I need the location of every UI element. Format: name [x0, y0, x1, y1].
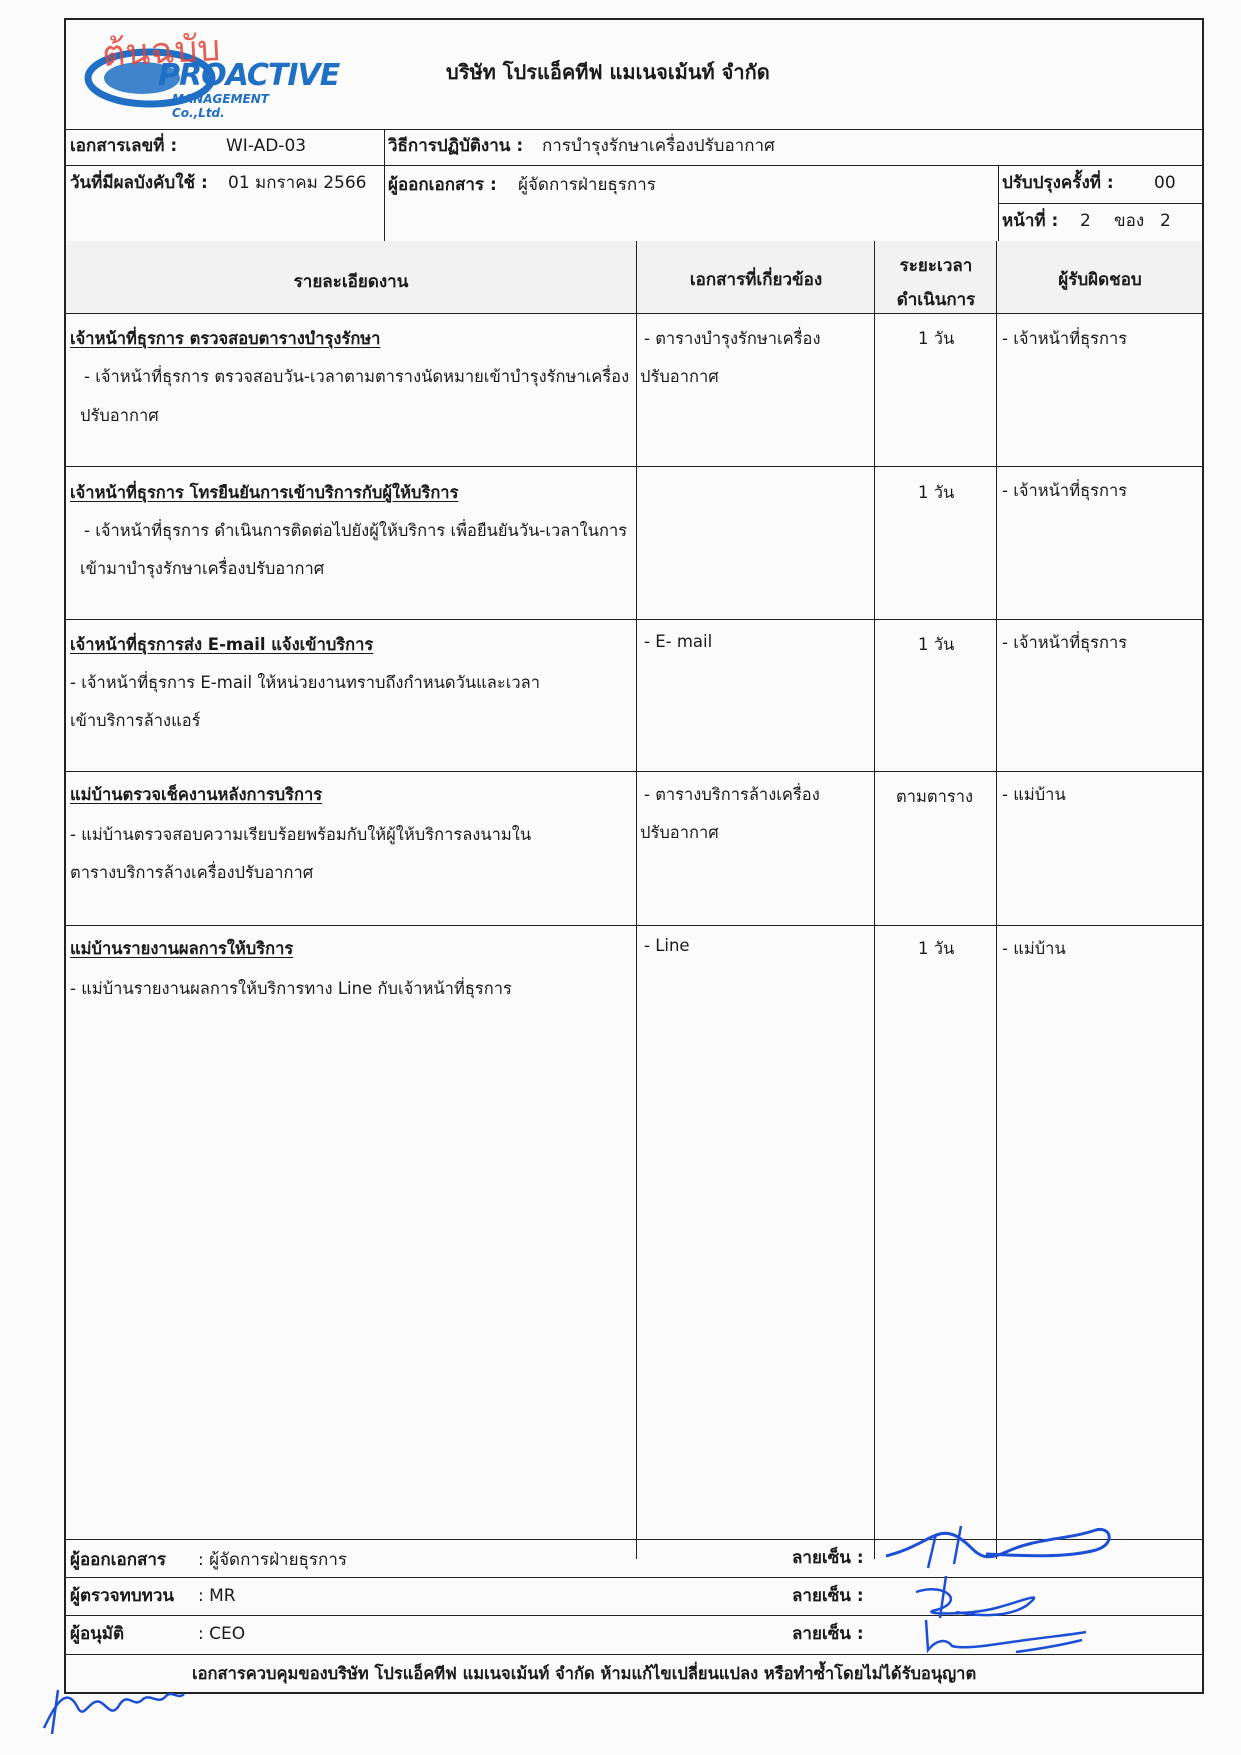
page-number: 2 [1080, 211, 1091, 231]
row-duration: 1 วัน [918, 635, 955, 654]
row-detail-line: - แม่บ้านตรวจสอบความเรียบร้อยพร้อมกับให้ผู้ให้บริการลงนามใน [70, 825, 532, 844]
row-duration: 1 วัน [918, 939, 955, 958]
document-frame [64, 18, 1204, 1694]
header-duration-1: ระยะเวลา [899, 256, 973, 276]
issuer-value: ผู้จัดการฝ่ายธุรการ [518, 175, 656, 195]
signature-label: ลายเซ็น : [792, 1624, 864, 1644]
row-detail-line: เข้ามาบำรุงรักษาเครื่องปรับอากาศ [80, 559, 325, 578]
row-responsible: - เจ้าหน้าที่ธุรการ [1002, 633, 1128, 652]
signature-label: ลายเซ็น : [792, 1548, 864, 1568]
company-name: บริษัท โปรแอ็คทีฟ แมเนจเม้นท์ จำกัด [446, 60, 770, 84]
signature-role: ผู้อนุมัติ [70, 1624, 125, 1644]
header-documents: เอกสารที่เกี่ยวข้อง [689, 270, 823, 290]
revision-value: 00 [1154, 173, 1176, 193]
row-responsible: - เจ้าหน้าที่ธุรการ [1002, 329, 1128, 348]
page-label: หน้าที่ : [1002, 211, 1059, 231]
row-detail-line: ปรับอากาศ [80, 406, 159, 425]
signature-name: : CEO [198, 1624, 246, 1644]
procedure-value: การบำรุงรักษาเครื่องปรับอากาศ [542, 136, 775, 156]
initials-ink [38, 1678, 198, 1738]
signature-approver-ink [906, 1610, 1096, 1660]
signature-name: : ผู้จัดการฝ่ายธุรการ [198, 1550, 348, 1570]
row-detail-line: - แม่บ้านรายงานผลการให้บริการทาง Line กับเจ้าหน้าที่ธุรการ [70, 979, 512, 998]
row-detail-line: - เจ้าหน้าที่ธุรการ ตรวจสอบวัน-เวลาตามตารางนัดหมายเข้าบำรุงรักษาเครื่อง [84, 367, 630, 386]
row-title: แม่บ้านตรวจเช็คงานหลังการบริการ [70, 785, 323, 804]
company-logo [80, 27, 340, 120]
effective-label: วันที่มีผลบังคับใช้ : [70, 173, 208, 193]
issuer-label: ผู้ออกเอกสาร : [388, 175, 497, 195]
signature-issuer-ink [866, 1516, 1126, 1576]
row-responsible: - แม่บ้าน [1002, 939, 1066, 958]
signature-label: ลายเซ็น : [792, 1586, 864, 1606]
row-detail-line: - เจ้าหน้าที่ธุรการ ดำเนินการติดต่อไปยังผู้ให้บริการ เพื่อยืนยันวัน-เวลาในการ [84, 521, 628, 540]
doc-no-value: WI-AD-03 [226, 136, 307, 156]
revision-label: ปรับปรุงครั้งที่ : [1002, 173, 1114, 193]
row-duration: 1 วัน [918, 329, 955, 348]
row-document: - ตารางบำรุงรักษาเครื่อง [644, 329, 821, 348]
logo-subtext: MANAGEMENT Co.,Ltd. [172, 92, 269, 120]
header-detail: รายละเอียดงาน [293, 272, 409, 292]
header-responsible: ผู้รับผิดชอบ [1058, 270, 1142, 290]
row-detail-line: - เจ้าหน้าที่ธุรการ E-mail ให้หน่วยงานทราบถึงกำหนดวันและเวลา [70, 673, 541, 692]
signature-name: : MR [198, 1586, 236, 1606]
header-duration-2: ดำเนินการ [896, 290, 976, 310]
original-stamp: ต้นฉบับ [101, 27, 222, 76]
procedure-label: วิธีการปฏิบัติงาน : [388, 136, 524, 156]
row-document: ปรับอากาศ [640, 367, 719, 386]
row-title: เจ้าหน้าที่ธุรการส่ง E-mail แจ้งเข้าบริการ [70, 635, 374, 654]
row-document: - Line [644, 936, 690, 955]
row-document: - ตารางบริการล้างเครื่อง [644, 785, 820, 804]
signature-role: ผู้ตรวจทบทวน [70, 1586, 175, 1606]
row-detail-line: ตารางบริการล้างเครื่องปรับอากาศ [70, 863, 314, 882]
row-document: - E- mail [644, 632, 713, 651]
row-title: แม่บ้านรายงานผลการให้บริการ [70, 939, 294, 958]
row-detail-line: เข้าบริการล้างแอร์ [70, 711, 201, 730]
row-title: เจ้าหน้าที่ธุรการ ตรวจสอบตารางบำรุงรักษา [70, 329, 381, 348]
row-duration: ตามตาราง [896, 787, 974, 806]
row-responsible: - เจ้าหน้าที่ธุรการ [1002, 481, 1128, 500]
logo-text: PROACTIVE [158, 58, 340, 93]
footer-notice: เอกสารควบคุมของบริษัท โปรแอ็คทีฟ แมเนจเม้นท์ จำกัด ห้ามแก้ไขเปลี่ยนแปลง หรือทำซ้ำโดยไม่ได้รับอนุญาต [192, 1664, 977, 1683]
row-duration: 1 วัน [918, 483, 955, 502]
doc-no-label: เอกสารเลขที่ : [70, 136, 178, 156]
signature-role: ผู้ออกเอกสาร [70, 1550, 167, 1570]
row-responsible: - แม่บ้าน [1002, 785, 1066, 804]
row-document: ปรับอากาศ [640, 823, 719, 842]
row-title: เจ้าหน้าที่ธุรการ โทรยืนยันการเข้าบริการกับผู้ให้บริการ [70, 483, 459, 502]
effective-value: 01 มกราคม 2566 [228, 173, 367, 193]
page-of-label: ของ [1114, 211, 1145, 231]
page-total: 2 [1160, 211, 1171, 231]
